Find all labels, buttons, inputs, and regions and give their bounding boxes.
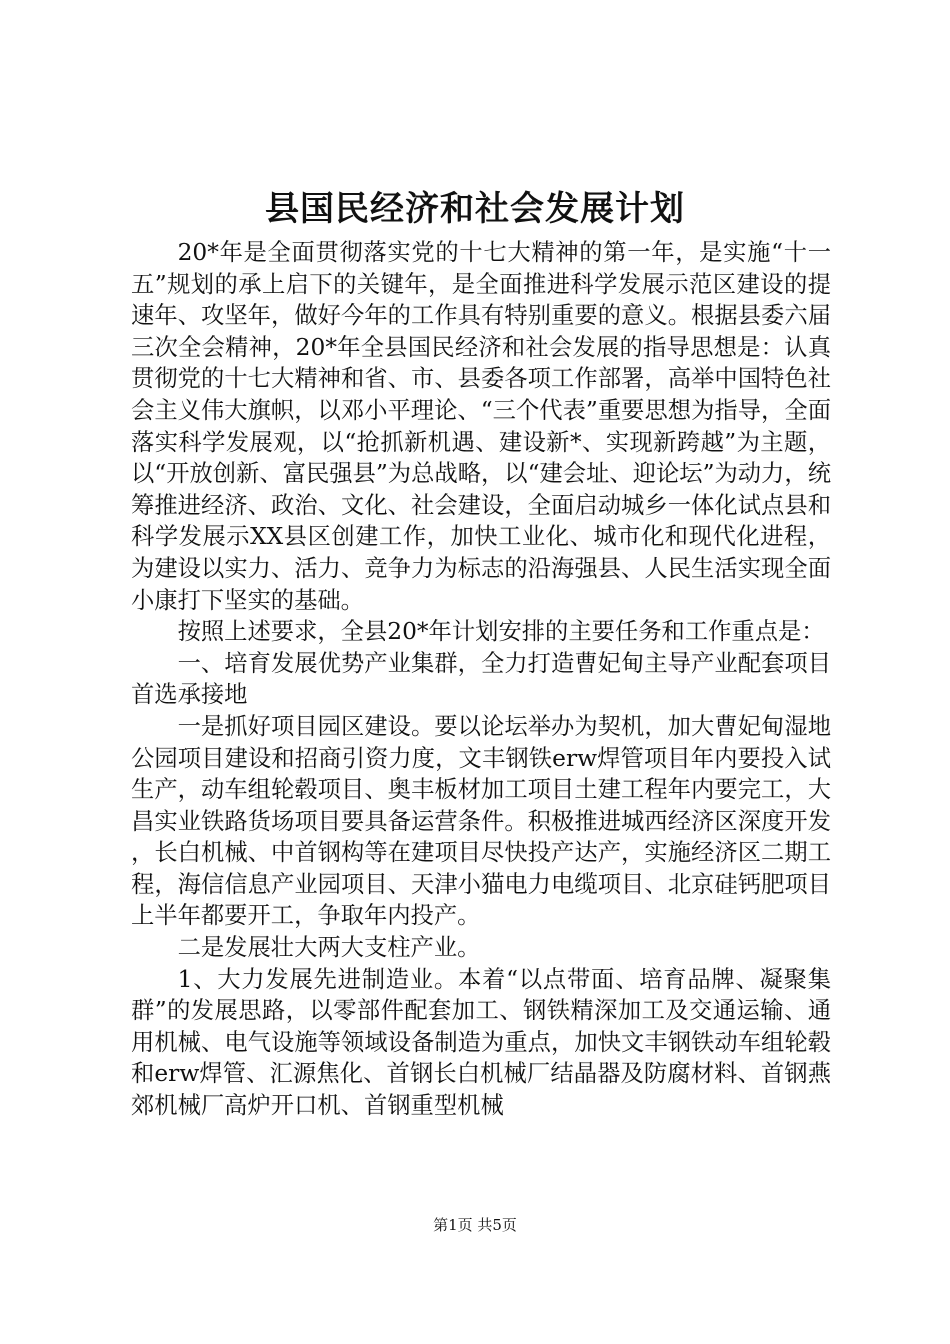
document-body: [131, 237, 831, 1122]
section-heading-1: 一、培育发展优势产业集群，全力打造曹妃甸主导产业配套项目首选承接地: [131, 649, 831, 709]
page-footer: 第1页 共5页: [433, 1216, 517, 1234]
paragraph-pillar-industries: 二是发展壮大两大支柱产业。: [177, 934, 481, 962]
paragraph-requirements: 按照上述要求，全县20*年计划安排的主要任务和工作重点是：: [177, 618, 825, 646]
document-title: 县国民经济和社会发展计划: [265, 189, 685, 229]
paragraph-project-parks: 一是抓好项目园区建设。要以论坛举办为契机，加大曹妃甸湿地公园项目建设和招商引资力度，文丰钢铁erw焊管项目年内要投入试生产，动车组轮毂项目、奥丰板材加工项目土建工程年内要完工，大昌实业铁路货场项目要具备运营条件。积极推进城西经济区深度开发，长白机械、中首钢构等在建项目尽快投产达产，实施经济区二期工程，海信信息产业园项目、天津小猫电力电缆项目、北京硅钙肥项目上半年都要开工，争取年内投产。: [131, 712, 831, 930]
paragraph-manufacturing: 1、大力发展先进制造业。本着“以点带面、培育品牌、凝聚集群”的发展思路，以零部件配套加工、钢铁精深加工及交通运输、通用机械、电气设施等领域设备制造为重点，加快文丰钢铁动车组轮毂和erw焊管、汇源焦化、首钢长白机械厂结晶器及防腐材料、首钢燕郊机械厂高炉开口机、首钢重型机械: [131, 965, 831, 1120]
paragraph-intro: 20*年是全面贯彻落实党的十七大精神的第一年，是实施“十一五”规划的承上启下的关键年，是全面推进科学发展示范区建设的提速年、攻坚年，做好今年的工作具有特别重要的意义。根据县委六届三次全会精神，20*年全县国民经济和社会发展的指导思想是：认真贯彻党的十七大精神和省、市、县委各项工作部署，高举中国特色社会主义伟大旗帜，以邓小平理论、“三个代表”重要思想为指导，全面落实科学发展观，以“抢抓新机遇、建设新*、实现新跨越”为主题，以“开放创新、富民强县”为总战略，以“建会址、迎论坛”为动力，统筹推进经济、政治、文化、社会建设，全面启动城乡一体化试点县和科学发展示XX县区创建工作，加快工业化、城市化和现代化进程，为建设以实力、活力、竞争力为标志的沿海强县、人民生活实现全面小康打下坚实的基础。: [131, 239, 831, 614]
